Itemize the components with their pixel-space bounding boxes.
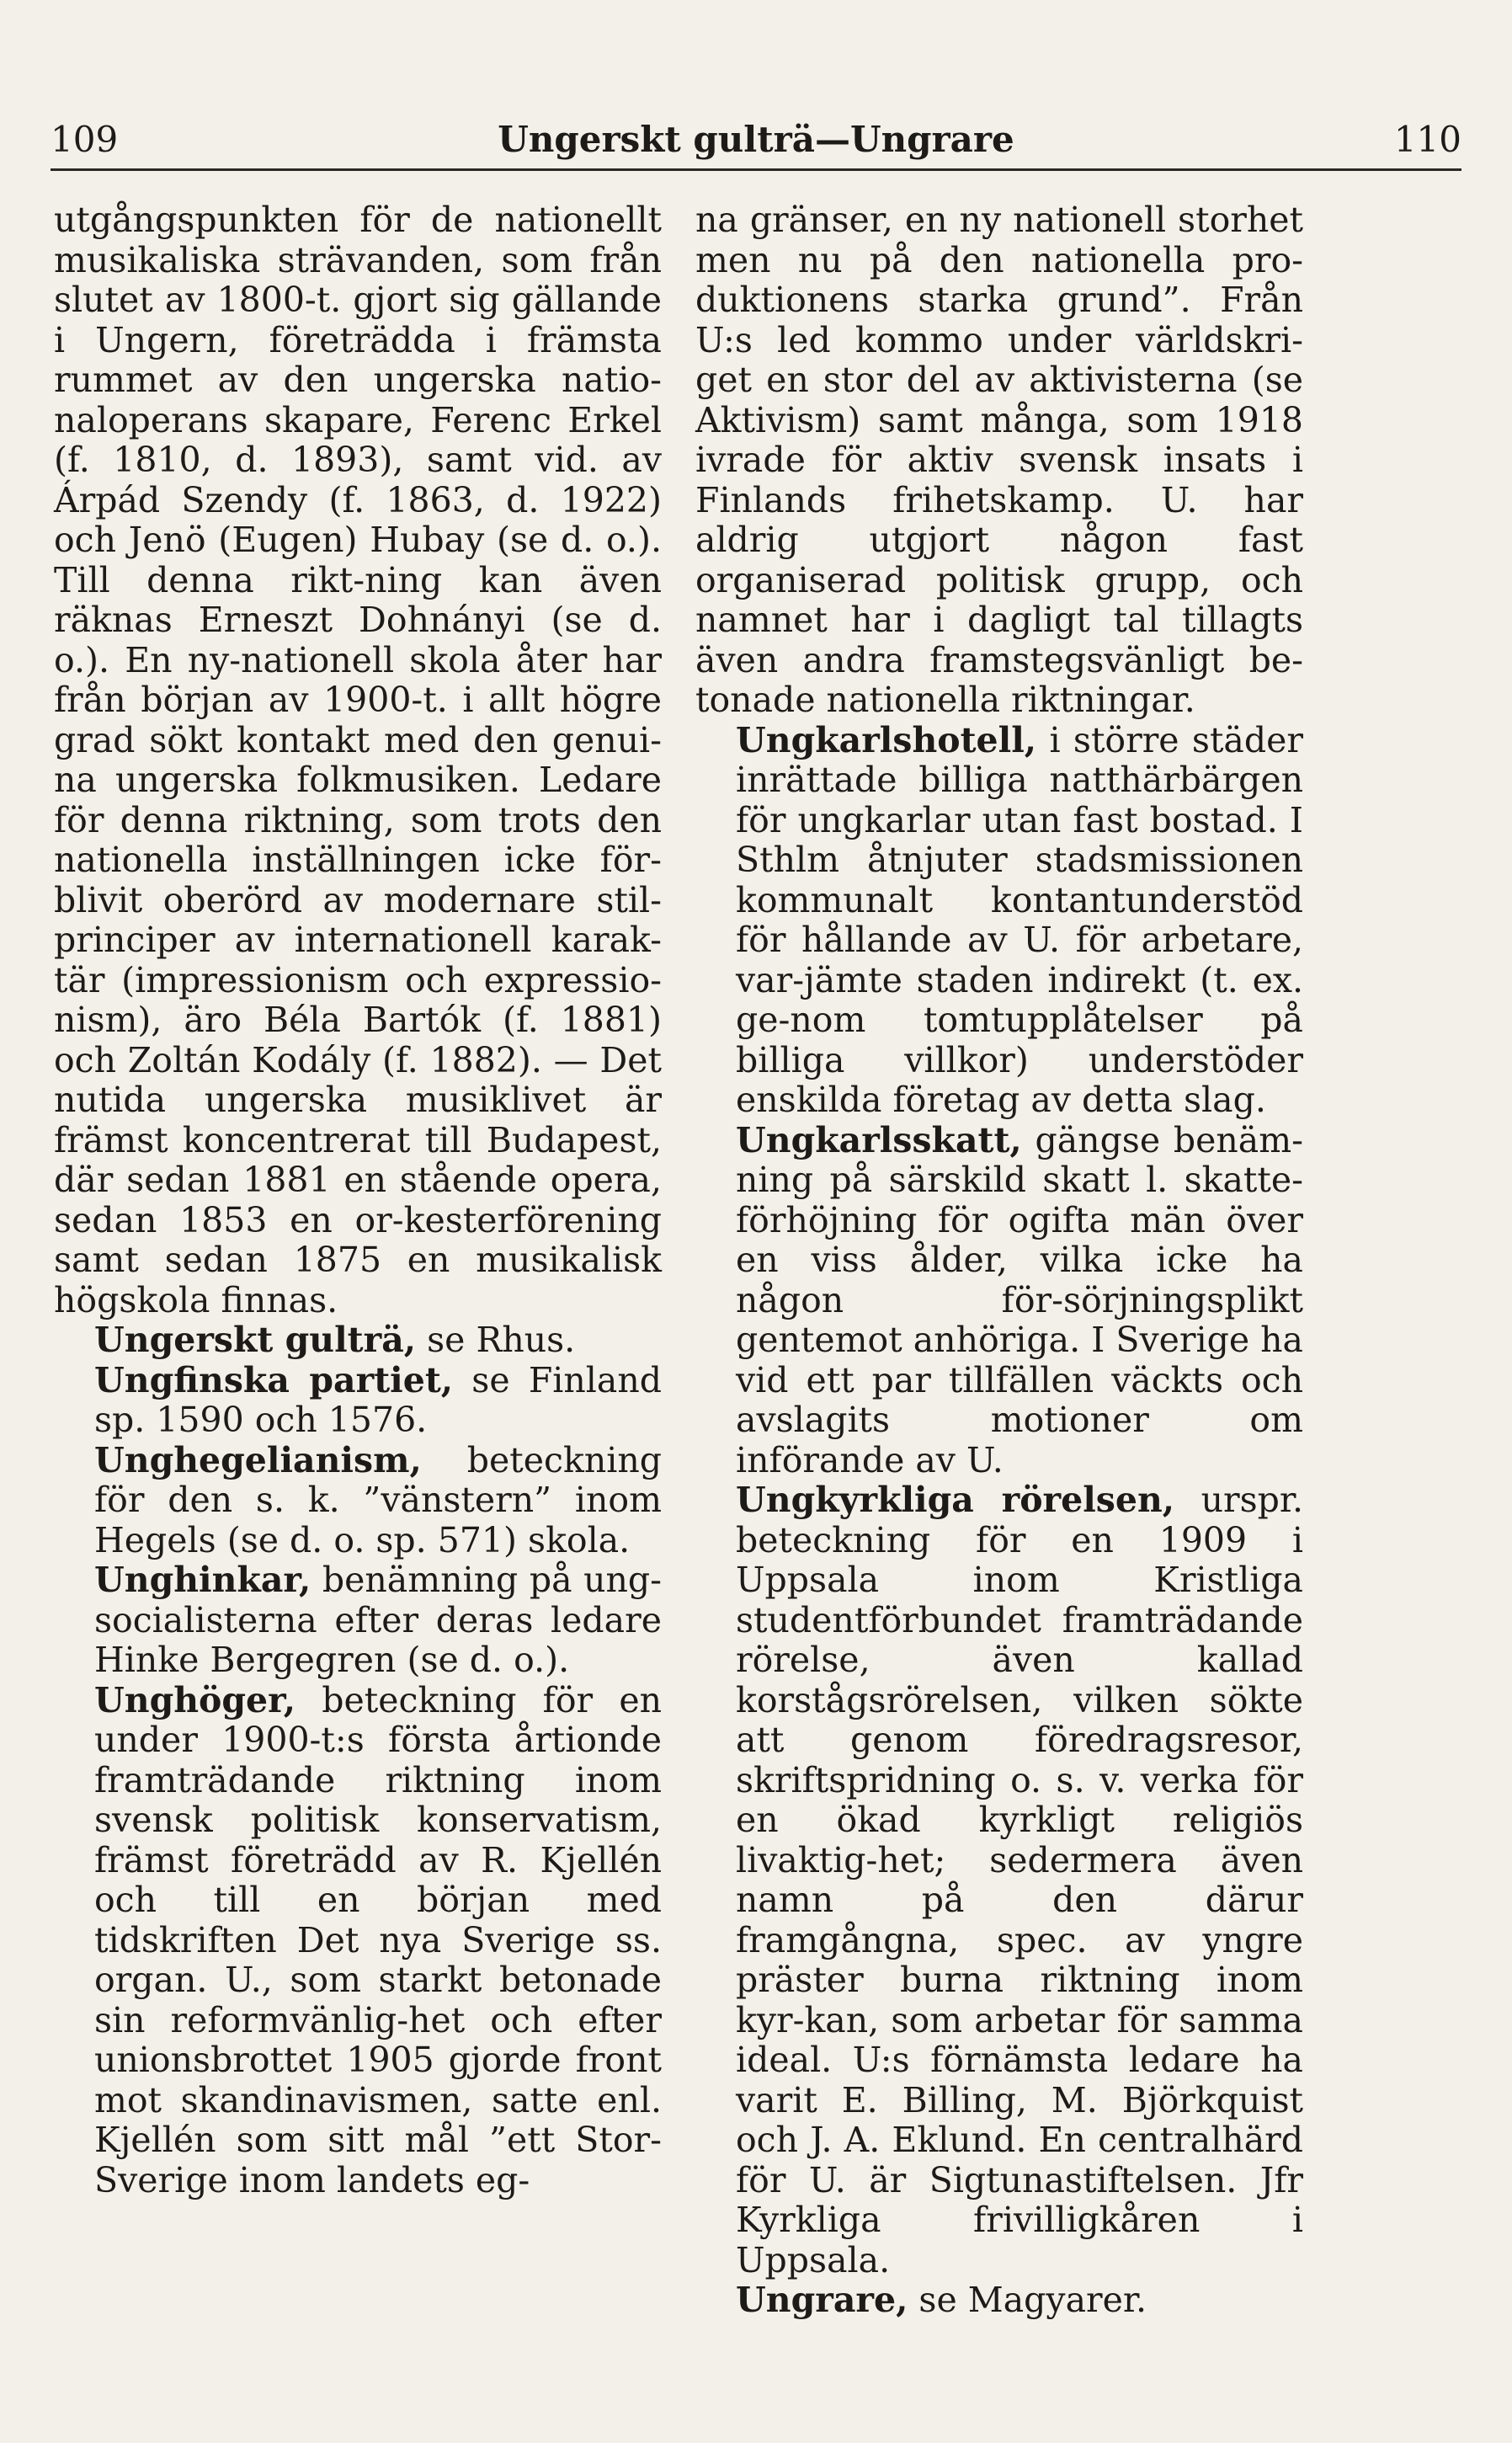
entry-text: gängse benäm-ning på särskild skatt l. skatte-förhöjning för ogifta män över en viss ålder, vilka icke ha någon för-sörjningsplikt gentemot anhöriga. I Sverige ha vid ett par tillfällen väckts och avslagits motioner om införande av U. — [736, 1119, 1303, 1480]
entry-text: benämning på ung-socialisterna efter deras ledare Hinke Bergegren (se d. o.). — [94, 1560, 662, 1680]
right-column — [695, 200, 1303, 2321]
entry-ungkarlshotell — [695, 721, 1303, 1121]
entry-headword: Unghöger, — [94, 1679, 296, 1720]
entry-unghinkar — [54, 1560, 662, 1681]
entry-headword: Ungkyrkliga rörelsen, — [736, 1480, 1175, 1520]
entry-headword: Ungkarlsskatt, — [736, 1119, 1022, 1160]
entry-ungkarlsskatt — [695, 1121, 1303, 1481]
entry-ungrare — [695, 2280, 1303, 2321]
entry-text: se Rhus. — [427, 1320, 576, 1360]
entry-headword: Unghinkar, — [94, 1560, 311, 1600]
continued-paragraph: utgångspunkten för de nationellt musikaliska strävanden, som från slutet av 1800-t. gjort sig gällande i Ungern, företrädda i främsta rummet av den ungerska natio-naloperans skapare, Ferenc Erkel (f. 1810, d. 1893), samt vid. av Árpád Szendy (f. 1863, d. 1922) och Jenö (Eugen) Hubay (se d. o.). Till denna rikt-ning kan även räknas Erneszt Dohnányi (se d. o.). En ny-nationell skola åter har från början av 1900-t. i allt högre grad sökt kontakt med den genui-na ungerska folkmusiken. Ledare för denna riktning, som trots den nationella inställningen icke för-blivit oberörd av modernare stil-principer av internationell karak-tär (impressionism och expressio-nism), äro Béla Bartók (f. 1881) och Zoltán Kodály (f. 1882). — Det nutida ungerska musiklivet är främst koncentrerat till Budapest, där sedan 1881 en stående opera, sedan 1853 en or-kesterförening samt sedan 1875 en musikalisk högskola finnas. — [54, 200, 662, 1320]
entry-ungfinska-partiet — [54, 1361, 662, 1441]
entry-headword: Ungkarlshotell, — [736, 719, 1037, 760]
entry-headword: Ungrare, — [736, 2280, 908, 2320]
entry-text: urspr. beteckning för en 1909 i Uppsala inom Kristliga studentförbundet framträdande rörelse, även kallad korstågsrörelsen, vilken sökte att genom föredragsresor, skriftspridning o. s. v. verka för en ökad kyrkligt religiös livaktig-het; sedermera även namn på den därur framgångna, spec. av yngre präster burna riktning inom kyr-kan, som arbetar för samma ideal. U:s förnämsta ledare ha varit E. Billing, M. Björkquist och J. A. Eklund. En centralhärd för U. är Sigtunastiftelsen. Jfr Kyrkliga frivilligkåren i Uppsala. — [736, 1480, 1303, 2280]
entry-text: beteckning för en under 1900-t:s första årtionde framträdande riktning inom svensk politisk konservatism, främst företrädd av R. Kjellén och till en början med tidskriften Det nya Sverige ss. organ. U., som starkt betonade sin reformvänlig-het och efter unionsbrottet 1905 gjorde front mot skandinavismen, satte enl. Kjellén som sitt mål ”ett Stor-Sverige inom landets eg- — [94, 1679, 662, 2200]
page-number-right: 110 — [1393, 119, 1461, 160]
page-number-left: 109 — [51, 119, 119, 160]
entry-headword: Ungerskt gulträ, — [94, 1320, 417, 1360]
entry-headword: Unghegelianism, — [94, 1439, 422, 1480]
entry-unghegelianism — [54, 1441, 662, 1561]
entry-headword: Ungfinska partiet, — [94, 1359, 454, 1400]
entry-text: beteckning för den s. k. ”vänstern” inom Hegels (se d. o. sp. 571) skola. — [94, 1439, 662, 1560]
entry-text: i större städer inrättade billiga natthärbärgen för ungkarlar utan fast bostad. I Sthlm åtnjuter stadsmissionen kommunalt kontantunderstöd för hållande av U. för arbetare, var-jämte staden indirekt (t. ex. ge-nom tomtupplåtelser på billiga villkor) understöder enskilda företag av detta slag. — [736, 719, 1303, 1120]
running-title: Ungerskt gulträ—Ungrare — [498, 119, 1014, 160]
entry-unghoger — [54, 1681, 662, 2201]
entry-text: se Finland sp. 1590 och 1576. — [94, 1359, 662, 1440]
entry-ungerskt-gultra — [54, 1320, 662, 1361]
entry-text: se Magyarer. — [918, 2280, 1147, 2320]
page-header — [51, 109, 1461, 171]
entry-ungkyrkliga-rorelsen — [695, 1480, 1303, 2280]
continued-paragraph: na gränser, en ny nationell storhet men nu på den nationella pro-duktionens starka grund”. Från U:s led kommo under världskri-get en stor del av aktivisterna (se Aktivism) samt många, som 1918 ivrade för aktiv svensk insats i Finlands frihetskamp. U. har aldrig utgjort någon fast organiserad politisk grupp, och namnet har i dagligt tal tillagts även andra framstegsvänligt be-tonade nationella riktningar. — [695, 200, 1303, 720]
left-column — [54, 200, 662, 2200]
